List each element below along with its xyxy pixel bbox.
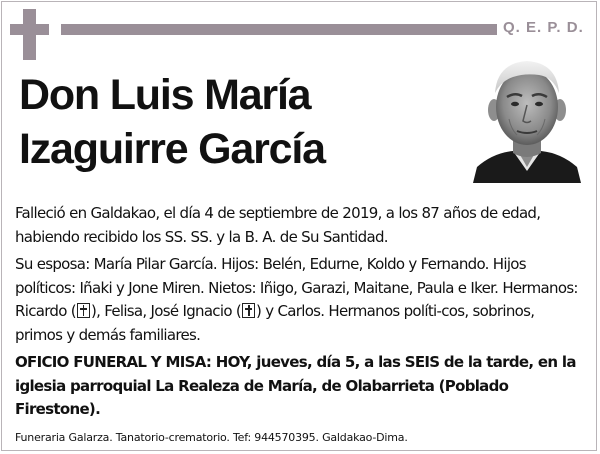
qepd-label: Q. E. P. D. bbox=[503, 19, 584, 36]
deceased-name bbox=[19, 68, 325, 176]
funeral-home-footer: Funeraria Galarza. Tanatorio-crematorio. Tef: 944570395. Galdakao-Dima. bbox=[15, 431, 408, 444]
cross-icon bbox=[77, 303, 90, 318]
header-bar bbox=[61, 24, 497, 35]
portrait-photo bbox=[473, 55, 581, 183]
portrait-icon bbox=[473, 55, 581, 183]
cross-icon-horizontal bbox=[10, 24, 49, 35]
family-paragraph bbox=[15, 253, 583, 347]
death-paragraph: Falleció en Galdakao, el día 4 de septiembre de 2019, a los 87 años de edad, habiendo recibido los SS. SS. y la B. A. de Su Santidad. bbox=[15, 204, 541, 246]
funeral-paragraph: OFICIO FUNERAL Y MISA: HOY, jueves, día 5, a las SEIS de la tarde, en la iglesia parroquial La Realeza de María, de Olabarrieta (Poblado Firestone). bbox=[15, 353, 576, 418]
family-text-part3: ) y Carlos. Hermanos políti-cos, sobrinos, primos y demás familiares. bbox=[15, 302, 535, 344]
family-text-part2: ), Felisa, José Ignacio ( bbox=[90, 302, 242, 320]
deceased-name-line2: Izaguirre García bbox=[19, 125, 325, 173]
family-text-part1: Su esposa: María Pilar García. Hijos: Belén, Edurne, Koldo y Fernando. Hijos políticos: Iñaki y Jone Miren. Nietos: Iñigo, Garazi, Maitane, Paula e Iker. Hermanos: Ricardo ( bbox=[15, 255, 578, 320]
cross-icon bbox=[242, 303, 255, 318]
obituary-body bbox=[15, 202, 583, 426]
deceased-name-line1: Don Luis María bbox=[19, 71, 311, 119]
